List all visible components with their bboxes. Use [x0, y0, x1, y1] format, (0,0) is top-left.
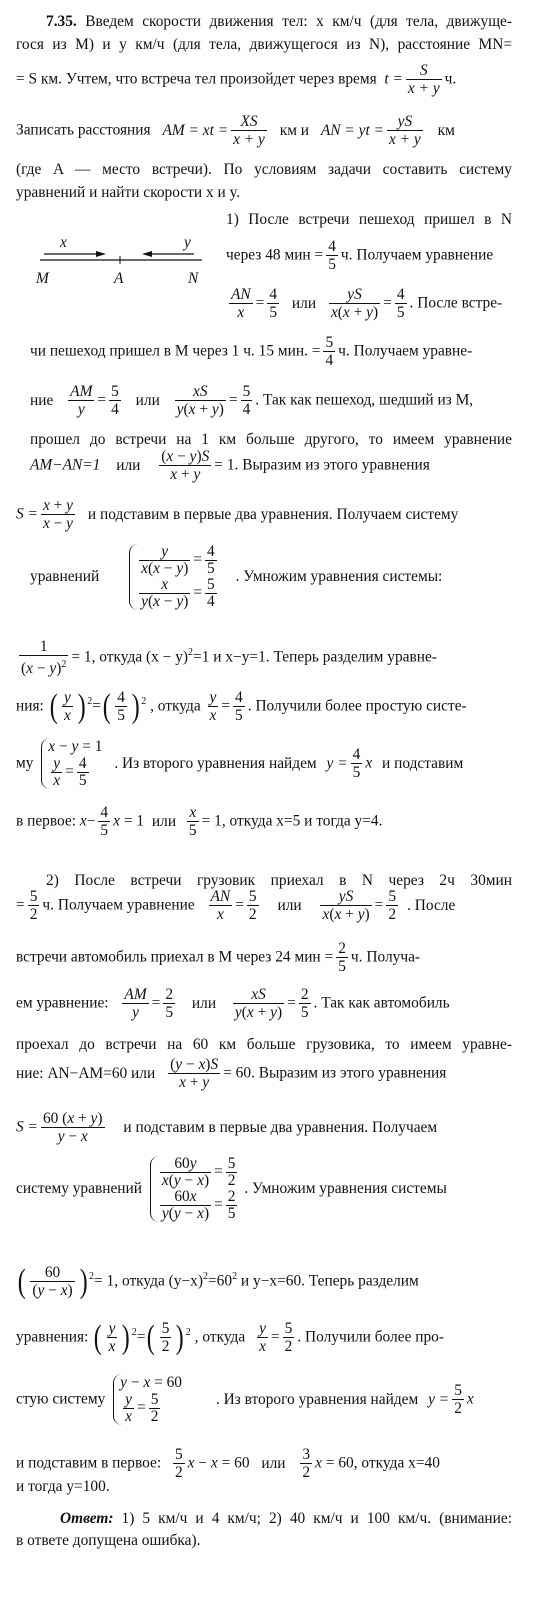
part2-line-1: 2) После встречи грузовик приехал в N через 2ч 30мин [46, 872, 512, 889]
part1-line-11: ния: ( $\frac{y}{x}$ ) $^2$=( $\frac{4}{5}$ ) $^2$ , откуда $\frac{y}{x}$ = $\frac{4}{5}$ . Получили более простую систе- [16, 687, 467, 725]
part2-line-10: уравнения: ( $\frac{y}{x}$ ) $^2$=( $\frac{5}{2}$ ) $^2$ , откуда $\frac{y}{x}$ = $\frac{5}{2}$ . Получили более про- [16, 1318, 444, 1356]
part1-line-5: ние $\frac{AM}{y}$ = $\frac{5}{4}$ или $\frac{xS}{y(x + y)}$ = $\frac{5}{4}$ . Так как пешеход, шедший из M, [30, 383, 474, 418]
part2-line-7: S = $\frac{60 (x + y)}{y - x}$ и подставим в первые два уравнения. Получаем [16, 1110, 438, 1145]
problem-line-3: = S км. Учтем, что встреча тел произойдет через время t = $\frac{S}{x + y}$ ч. [16, 62, 457, 97]
answer-line-2: в ответе допущена ошибка). [16, 1532, 201, 1549]
time-fraction: $\frac{S}{x + y}$ [407, 62, 440, 97]
part1-line-3: $\frac{AN}{x}$ = $\frac{4}{5}$ или $\frac{yS}{x(x + y)}$ = $\frac{4}{5}$ . После встре- [231, 286, 503, 321]
part2-line-4: ем уравнение: $\frac{AM}{y}$ = $\frac{2}{5}$ или $\frac{xS}{y(x + y)}$ = $\frac{2}{5}$ . Так как автомобиль [16, 986, 450, 1021]
system-3: $\frac{60y}{x(y - x)}$ = $\frac{5}{2}$ $\frac{60x}{y(y - x)}$ = $\frac{2}{5}$ [150, 1156, 241, 1222]
part2-line-2: = $\frac{5}{2}$ ч. Получаем уравнение $\frac{AN}{x}$ = $\frac{5}{2}$ или $\frac{yS}{x(x + y)}$ = $\frac{5}{2}$ . После [16, 888, 456, 923]
part2-line-9: ( $\frac{60}{(y - x)}$ ) $^2$= 1, откуда $(y-x)^2=60^2$ и y−x=60. Теперь разделим [17, 1262, 419, 1300]
problem-line-6: уравнений и найти скорости x и y. [16, 184, 241, 201]
part1-line-13: в первое: x− $\frac{4}{5}$ x = 1 или $\frac{x}{5}$ = 1, откуда x=5 и тогда y=4. [16, 804, 383, 839]
answer-line-1: Ответ: 1) 5 км/ч и 4 км/ч; 2) 40 км/ч и 100 км/ч. (внимание: [60, 1510, 512, 1527]
part1-line-6: прошел до встречи на 1 км больше другого, то имеем уравнение [30, 431, 512, 448]
system-1: $\frac{y}{x(x - y)}$ = $\frac{4}{5}$ $\frac{x}{y(x - y)}$ = $\frac{5}{4}$ [129, 544, 220, 610]
part1-line-1: 1) После встречи пешеход пришел в N [226, 211, 512, 228]
part1-line-4: чи пешеход пришел в M через 1 ч. 15 мин. = $\frac{5}{4}$ ч. Получаем уравне- [30, 334, 473, 369]
part2-line-12: и подставим в первое: $\frac{5}{2}$ x − x = 60 или $\frac{3}{2}$ x = 60, откуда x=40 [16, 1446, 440, 1481]
problem-line-5: (где A — место встречи). По условиям задачи составить систему [16, 161, 512, 178]
system-4: y − x = 60 $\frac{y}{x}$ = $\frac{5}{2}$ [113, 1374, 182, 1425]
system-2: x − y = 1 $\frac{y}{x}$ = $\frac{4}{5}$ [41, 738, 102, 789]
answer-label: Ответ: [60, 1510, 114, 1527]
part2-line-6: ние: AN−AM=60 или $\frac{(y - x)S}{x + y}$ = 60. Выразим из этого уравнения [16, 1056, 447, 1091]
part1-line-12: му x − y = 1 $\frac{y}{x}$ = $\frac{4}{5}$ . Из второго уравнения найдем y = $\frac{4}{5}$ x и подставим [16, 738, 464, 789]
part1-line-8: S = $\frac{x + y}{x - y}$ и подставим в первые два уравнения. Получаем систему [16, 497, 459, 532]
part1-line-7: AM−AN=1 или $\frac{(x - y)S}{x + y}$ = 1. Выразим из этого уравнения [30, 448, 430, 483]
diagram-label-x: x [60, 234, 67, 251]
diagram-label-m: M [36, 270, 49, 287]
part2-line-13: и тогда y=100. [16, 1478, 110, 1495]
diagram-label-y: y [184, 234, 191, 251]
diagram-label-n: N [188, 270, 199, 287]
problem-line-2: гося из M) и y км/ч (для тела, движущегося из N), расстояние MN= [16, 36, 512, 53]
part1-line-9: уравнений $\frac{y}{x(x - y)}$ = $\frac{4}{5}$ $\frac{x}{y(x - y)}$ = $\frac{5}{4}$ . Умножим уравнения системы: [30, 543, 443, 610]
problem-number: 7.35. [46, 13, 77, 30]
part2-line-11: стую систему y − x = 60 $\frac{y}{x}$ = $\frac{5}{2}$ . Из второго уравнения найдем y = $\frac{5}{2}$ x [16, 1374, 474, 1425]
problem-line-1: 7.35. Введем скорости движения тел: x км/ч (для тела, движуще- [46, 13, 512, 30]
part1-line-2: через 48 мин = $\frac{4}{5}$ ч. Получаем уравнение [226, 238, 494, 273]
problem-line-4: Записать расстояния AM = xt = $\frac{XS}{x + y}$ км и AN = yt = $\frac{yS}{x + y}$ км [16, 113, 455, 148]
part2-line-3: встречи автомобиль приехал в M через 24 мин = $\frac{2}{5}$ ч. Получа- [16, 940, 421, 975]
diagram-label-a: A [114, 270, 124, 287]
part2-line-8: систему уравнений $\frac{60y}{x(y - x)}$ = $\frac{5}{2}$ $\frac{60x}{y(y - x)}$ = $\frac{2}{5}$ . Умножим уравнения системы [16, 1155, 447, 1222]
motion-diagram [34, 232, 214, 290]
part1-line-10: $\frac{1}{(x - y)^2}$ = 1, откуда $(x - y)^2=1$ и x−y=1. Теперь разделим уравне- [21, 638, 437, 678]
part2-line-5: проехал до встречи на 60 км больше грузовика, то имеем уравне- [16, 1036, 512, 1053]
